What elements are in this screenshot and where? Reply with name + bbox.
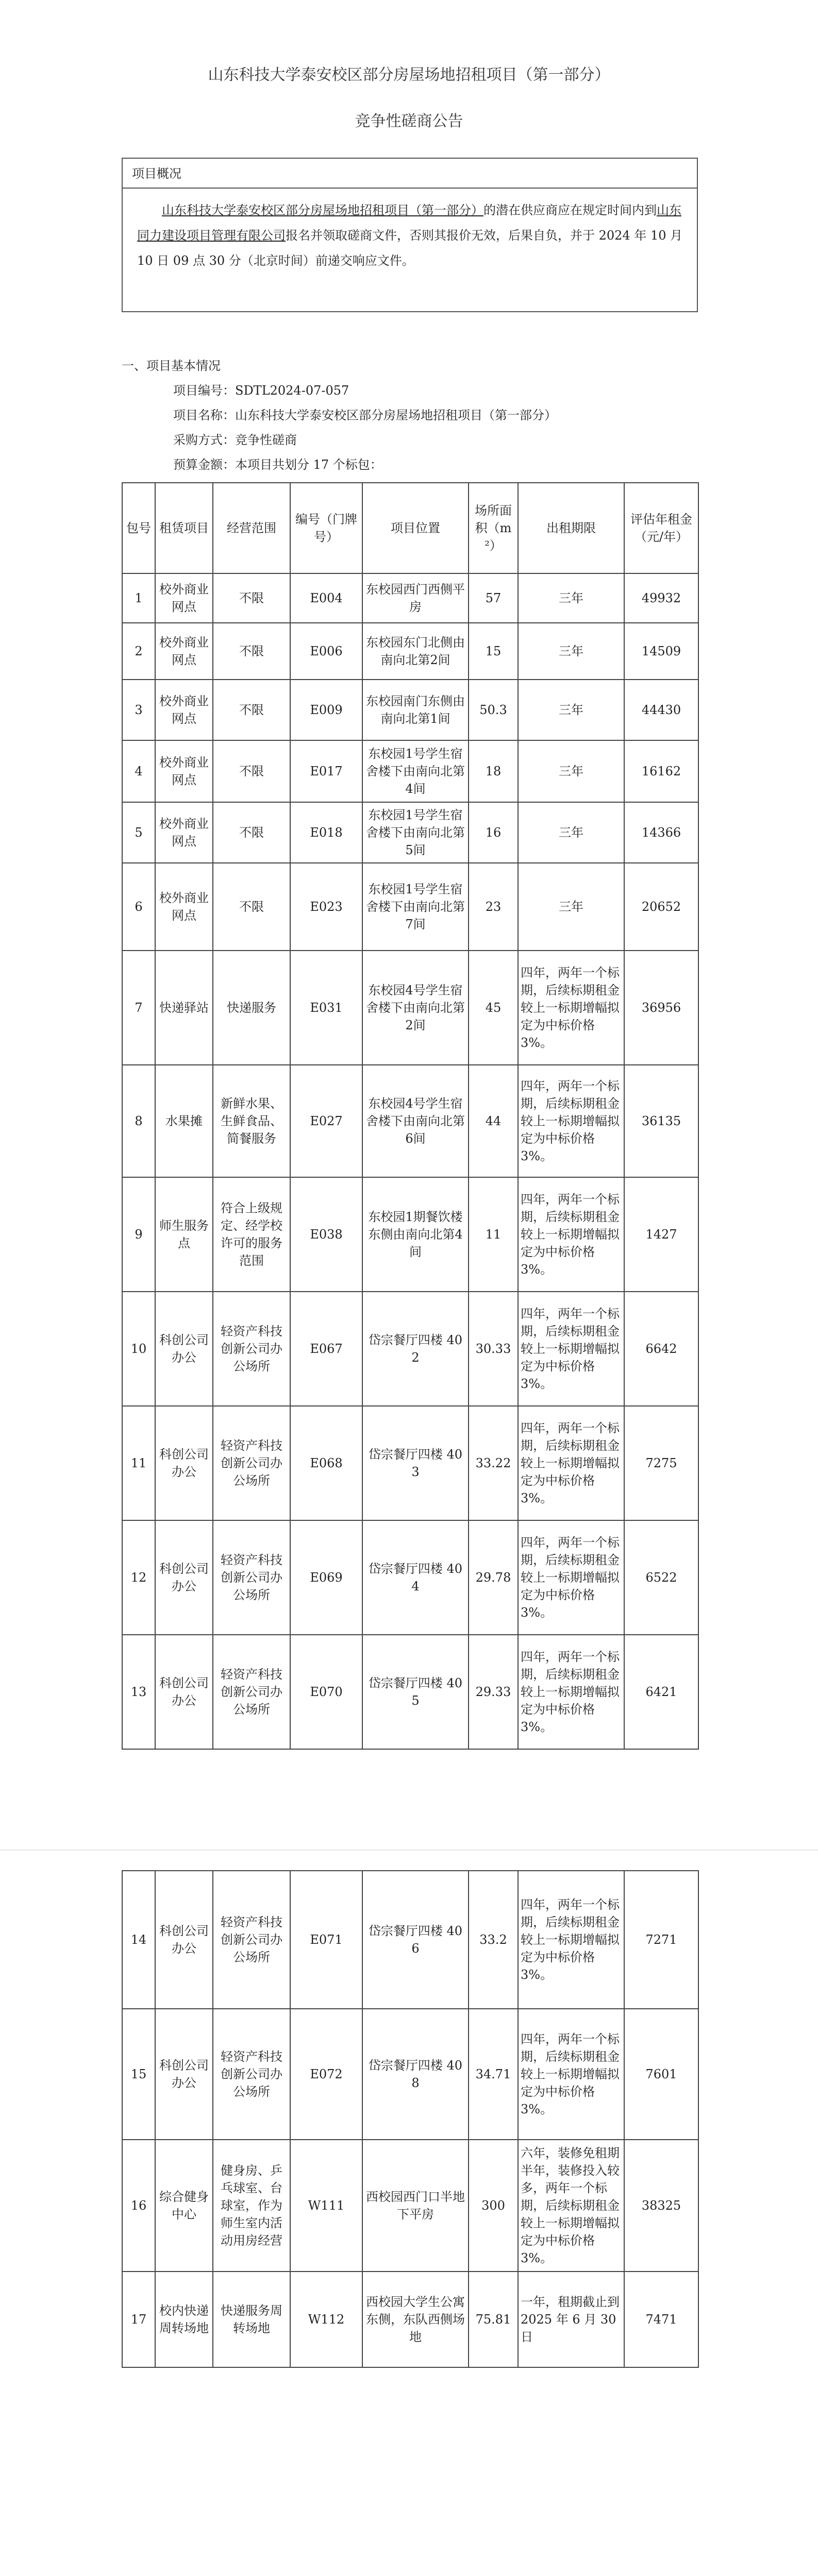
col-scope-cell: 新鲜水果、生鲜食品、简餐服务 [213, 1065, 290, 1177]
col-item-cell: 科创公司办公 [155, 1520, 213, 1635]
col-location-cell: 东校园1号学生宿舍楼下由南向北第7间 [362, 863, 469, 951]
col-term-cell: 四年，两年一个标期，后续标期租金较上一标期增幅拟定为中标价格 3%。 [518, 2009, 624, 2140]
col-term-cell: 四年，两年一个标期，后续标期租金较上一标期增幅拟定为中标价格 3%。 [518, 1871, 624, 2009]
col-area-cell: 23 [469, 863, 518, 951]
col-scope-cell: 不限 [213, 802, 290, 863]
col-scope-cell: 轻资产科技创新公司办公场所 [213, 1871, 290, 2009]
table-row [122, 740, 698, 802]
col-number-cell: E068 [290, 1406, 362, 1520]
col-number-cell: E069 [290, 1520, 362, 1635]
col-package-cell: 14 [122, 1871, 155, 2009]
col-term-cell: 三年 [518, 740, 624, 802]
overview-box [122, 158, 698, 312]
col-package-cell: 17 [122, 2272, 155, 2367]
col-package-cell: 6 [122, 863, 155, 951]
table-row [122, 1635, 698, 1749]
col-term-cell: 四年，两年一个标期，后续标期租金较上一标期增幅拟定为中标价格 3%。 [518, 951, 624, 1065]
col-location-cell: 东校园1期餐饮楼东侧由南向北第4间 [362, 1177, 469, 1292]
page-divider [0, 1850, 818, 1851]
col-item-cell: 科创公司办公 [155, 1406, 213, 1520]
col-number-cell: E023 [290, 863, 362, 951]
col-location-cell: 岱宗餐厅四楼 406 [362, 1871, 469, 2009]
col-location-cell: 东校园东门北侧由南向北第2间 [362, 623, 469, 680]
document-subtitle: 竞争性磋商公告 [355, 112, 463, 130]
col-number-header: 编号（门牌号） [290, 483, 362, 573]
col-rent-cell: 7275 [624, 1406, 698, 1520]
table-row [122, 1520, 698, 1635]
col-item-cell: 校外商业网点 [155, 573, 213, 623]
col-scope-cell: 符合上级规定、经学校许可的服务范围 [213, 1177, 290, 1292]
col-scope-cell: 轻资产科技创新公司办公场所 [213, 1635, 290, 1749]
overview-project-name: 山东科技大学泰安校区部分房屋场地招租项目（第一部分） [162, 203, 483, 217]
col-item-cell: 科创公司办公 [155, 1635, 213, 1749]
col-rent-cell: 16162 [624, 740, 698, 802]
col-item-cell: 校外商业网点 [155, 863, 213, 951]
col-item-cell: 快递驿站 [155, 951, 213, 1065]
col-term-cell: 四年，两年一个标期，后续标期租金较上一标期增幅拟定为中标价格 3%。 [518, 1635, 624, 1749]
col-item-cell: 水果摊 [155, 1065, 213, 1177]
col-term-cell: 四年，两年一个标期，后续标期租金较上一标期增幅拟定为中标价格 3%。 [518, 1292, 624, 1406]
col-area-cell: 29.33 [469, 1635, 518, 1749]
col-area-cell: 300 [469, 2140, 518, 2272]
col-area-header: 场所面积（m²） [469, 483, 518, 573]
section1-heading: 一、项目基本情况 [122, 359, 221, 373]
col-term-cell: 三年 [518, 680, 624, 740]
col-item-cell: 校内快递周转场地 [155, 2272, 213, 2367]
col-scope-cell: 不限 [213, 863, 290, 951]
col-rent-cell: 36956 [624, 951, 698, 1065]
col-location-cell: 岱宗餐厅四楼 408 [362, 2009, 469, 2140]
col-number-cell: E027 [290, 1065, 362, 1177]
col-rent-cell: 44430 [624, 680, 698, 740]
col-package-cell: 11 [122, 1406, 155, 1520]
col-term-cell: 三年 [518, 802, 624, 863]
col-rent-cell: 36135 [624, 1065, 698, 1177]
col-number-cell: E071 [290, 1871, 362, 2009]
col-item-cell: 校外商业网点 [155, 740, 213, 802]
col-number-cell: E006 [290, 623, 362, 680]
col-term-cell: 四年，两年一个标期，后续标期租金较上一标期增幅拟定为中标价格 3%。 [518, 1177, 624, 1292]
col-area-cell: 44 [469, 1065, 518, 1177]
col-rent-cell: 49932 [624, 573, 698, 623]
overview-text-1: 的潜在供应商应在规定时间内到 [483, 203, 657, 217]
col-location-cell: 西校园大学生公寓东侧，东队西侧场地 [362, 2272, 469, 2367]
overview-heading: 项目概况 [123, 159, 697, 189]
col-number-cell: E067 [290, 1292, 362, 1406]
col-scope-cell: 不限 [213, 623, 290, 680]
col-package-cell: 7 [122, 951, 155, 1065]
col-scope-header: 经营范围 [213, 483, 290, 573]
table-row [122, 1406, 698, 1520]
col-rent-cell: 1427 [624, 1177, 698, 1292]
col-number-cell: W112 [290, 2272, 362, 2367]
col-rent-header: 评估年租金（元/年） [624, 483, 698, 573]
col-location-cell: 东校园南门东侧由南向北第1间 [362, 680, 469, 740]
col-area-cell: 18 [469, 740, 518, 802]
col-item-header: 租赁项目 [155, 483, 213, 573]
col-term-cell: 三年 [518, 623, 624, 680]
col-rent-cell: 6522 [624, 1520, 698, 1635]
col-location-cell: 东校园1号学生宿舍楼下由南向北第4间 [362, 740, 469, 802]
table-row [122, 802, 698, 863]
col-area-cell: 33.22 [469, 1406, 518, 1520]
col-location-cell: 东校园1号学生宿舍楼下由南向北第5间 [362, 802, 469, 863]
col-area-cell: 57 [469, 573, 518, 623]
col-term-cell: 三年 [518, 573, 624, 623]
col-term-cell: 四年，两年一个标期，后续标期租金较上一标期增幅拟定为中标价格 3%。 [518, 1065, 624, 1177]
col-number-cell: E031 [290, 951, 362, 1065]
col-item-cell: 校外商业网点 [155, 680, 213, 740]
col-rent-cell: 20652 [624, 863, 698, 951]
col-location-cell: 西校园西门口半地下平房 [362, 2140, 469, 2272]
col-scope-cell: 不限 [213, 680, 290, 740]
table-header-row [122, 483, 698, 573]
table-row [122, 863, 698, 951]
col-area-cell: 33.2 [469, 1871, 518, 2009]
table-row [122, 573, 698, 623]
table-row [122, 2009, 698, 2140]
col-number-cell: E018 [290, 802, 362, 863]
lease-table [122, 482, 699, 1750]
col-package-cell: 4 [122, 740, 155, 802]
col-location-cell: 东校园4号学生宿舍楼下由南向北第6间 [362, 1065, 469, 1177]
col-number-cell: E038 [290, 1177, 362, 1292]
col-location-cell: 岱宗餐厅四楼 402 [362, 1292, 469, 1406]
project-name: 项目名称：山东科技大学泰安校区部分房屋场地招租项目（第一部分） [173, 408, 557, 422]
table-row [122, 2272, 698, 2367]
table-row [122, 1871, 698, 2009]
col-item-cell: 校外商业网点 [155, 802, 213, 863]
col-number-cell: E004 [290, 573, 362, 623]
col-rent-cell: 6642 [624, 1292, 698, 1406]
col-scope-cell: 不限 [213, 573, 290, 623]
procurement-method: 采购方式：竞争性磋商 [173, 433, 297, 447]
overview-agency-name: 山东同力建设项目管理有限公司 [137, 203, 681, 243]
col-package-cell: 3 [122, 680, 155, 740]
overview-text-2: 报名并领取磋商文件，否则其报价无效，后果自负，并于 2024 年 10 月 10 日 09 点 30 分（北京时间）前递交响应文件。 [137, 228, 683, 268]
col-scope-cell: 健身房、乒乓球室、台球室，作为师生室内活动用房经营 [213, 2140, 290, 2272]
col-package-cell: 1 [122, 573, 155, 623]
col-number-cell: E017 [290, 740, 362, 802]
col-term-cell: 三年 [518, 863, 624, 951]
col-scope-cell: 轻资产科技创新公司办公场所 [213, 1292, 290, 1406]
col-item-cell: 师生服务点 [155, 1177, 213, 1292]
table-row [122, 680, 698, 740]
col-area-cell: 15 [469, 623, 518, 680]
col-rent-cell: 14366 [624, 802, 698, 863]
col-item-cell: 科创公司办公 [155, 1871, 213, 2009]
col-area-cell: 75.81 [469, 2272, 518, 2367]
col-term-header: 出租期限 [518, 483, 624, 573]
lease-table-continued [122, 1870, 699, 2368]
col-number-cell: W111 [290, 2140, 362, 2272]
col-term-cell: 一年，租期截止到 2025 年 6 月 30 日 [518, 2272, 624, 2367]
col-number-cell: E070 [290, 1635, 362, 1749]
col-area-cell: 34.71 [469, 2009, 518, 2140]
overview-body [137, 198, 683, 274]
col-area-cell: 29.78 [469, 1520, 518, 1635]
table-row [122, 2140, 698, 2272]
col-scope-cell: 轻资产科技创新公司办公场所 [213, 1520, 290, 1635]
col-package-cell: 16 [122, 2140, 155, 2272]
col-term-cell: 六年，装修免租期半年，装修投入较多，两年一个标期，后续标期租金较上一标期增幅拟定为中标价格 3%。 [518, 2140, 624, 2272]
col-rent-cell: 38325 [624, 2140, 698, 2272]
col-package-cell: 13 [122, 1635, 155, 1749]
col-rent-cell: 7601 [624, 2009, 698, 2140]
col-package-cell: 2 [122, 623, 155, 680]
document-title: 山东科技大学泰安校区部分房屋场地招租项目（第一部分） [208, 66, 610, 84]
col-number-cell: E009 [290, 680, 362, 740]
table-row [122, 1177, 698, 1292]
col-area-cell: 45 [469, 951, 518, 1065]
col-item-cell: 科创公司办公 [155, 1292, 213, 1406]
col-location-cell: 岱宗餐厅四楼 405 [362, 1635, 469, 1749]
table-row [122, 1292, 698, 1406]
col-term-cell: 四年，两年一个标期，后续标期租金较上一标期增幅拟定为中标价格 3%。 [518, 1520, 624, 1635]
col-rent-cell: 6421 [624, 1635, 698, 1749]
col-rent-cell: 14509 [624, 623, 698, 680]
col-package-cell: 8 [122, 1065, 155, 1177]
col-area-cell: 50.3 [469, 680, 518, 740]
col-package-header: 包号 [122, 483, 155, 573]
col-location-header: 项目位置 [362, 483, 469, 573]
col-location-cell: 东校园4号学生宿舍楼下由南向北第2间 [362, 951, 469, 1065]
col-area-cell: 11 [469, 1177, 518, 1292]
col-package-cell: 5 [122, 802, 155, 863]
col-scope-cell: 轻资产科技创新公司办公场所 [213, 1406, 290, 1520]
col-package-cell: 10 [122, 1292, 155, 1406]
col-scope-cell: 快递服务 [213, 951, 290, 1065]
col-package-cell: 9 [122, 1177, 155, 1292]
col-location-cell: 岱宗餐厅四楼 403 [362, 1406, 469, 1520]
table-row [122, 951, 698, 1065]
project-number: 项目编号：SDTL2024-07-057 [173, 383, 349, 398]
table-row [122, 623, 698, 680]
col-rent-cell: 7471 [624, 2272, 698, 2367]
table-row [122, 1065, 698, 1177]
col-area-cell: 16 [469, 802, 518, 863]
col-rent-cell: 7271 [624, 1871, 698, 2009]
col-item-cell: 科创公司办公 [155, 2009, 213, 2140]
col-scope-cell: 轻资产科技创新公司办公场所 [213, 2009, 290, 2140]
col-scope-cell: 快递服务周转场地 [213, 2272, 290, 2367]
col-scope-cell: 不限 [213, 740, 290, 802]
col-item-cell: 综合健身中心 [155, 2140, 213, 2272]
col-area-cell: 30.33 [469, 1292, 518, 1406]
col-package-cell: 12 [122, 1520, 155, 1635]
col-number-cell: E072 [290, 2009, 362, 2140]
col-location-cell: 东校园西门西侧平房 [362, 573, 469, 623]
budget-amount: 预算金额：本项目共划分 17 个标包： [173, 457, 382, 472]
col-location-cell: 岱宗餐厅四楼 404 [362, 1520, 469, 1635]
col-package-cell: 15 [122, 2009, 155, 2140]
col-term-cell: 四年，两年一个标期，后续标期租金较上一标期增幅拟定为中标价格 3%。 [518, 1406, 624, 1520]
col-item-cell: 校外商业网点 [155, 623, 213, 680]
